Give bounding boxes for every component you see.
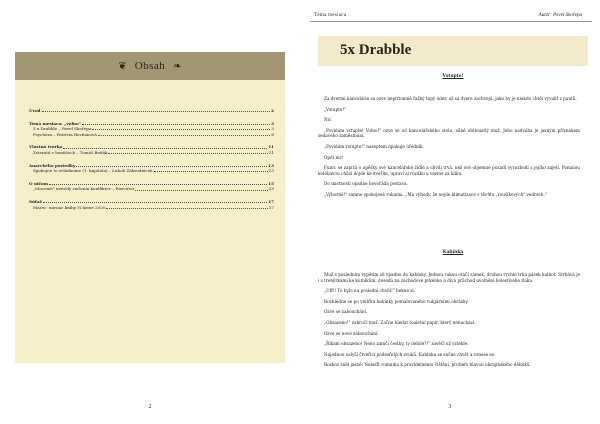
toc-entry-title: Súťaž (29, 198, 42, 204)
toc-entry-page: 11 (268, 144, 274, 150)
toc-leader-dots (98, 135, 271, 136)
paragraph: „Vstupte!" (324, 106, 346, 112)
toc-spacer (29, 156, 274, 163)
toc-entry-title: Vlastná tvorba (29, 144, 63, 150)
toc-article-entry[interactable] (29, 205, 274, 211)
toc-entry-title: Úvod (29, 108, 41, 113)
page-number-left: 2 (148, 404, 152, 410)
toc-entry-title: Marec- mesiac knihy či hiene 2020 (33, 204, 106, 210)
toc-entry-title: 5 x Drabble – Pavel Skořepa (33, 126, 92, 132)
page-number-right: 3 (448, 404, 452, 410)
running-header-section: Téma mesiaca (314, 13, 347, 18)
paragraph: „Výborně!" zamne spokojeně rukama. „Má výhody, že nejde klimatizace v těchto „roušíkových" vedrech." (324, 191, 547, 197)
toc-leader-dots (108, 153, 267, 154)
toc-entry-page: 6 (271, 131, 274, 137)
paragraph: „Obsazeno!" zabručí muž. Začne hledat toaletní papír, který nenachází. (324, 319, 476, 325)
toc-leader-dots (76, 166, 267, 167)
paragraph: Rozhlédne se po vnitřku kabínky pomalovaného vulgárními obrázky. (324, 298, 469, 304)
toc-entry-title: O ničom (29, 180, 49, 186)
running-header-author: Autor: Pavel Skořepa (538, 13, 582, 18)
toc-header (15, 52, 285, 80)
paragraph: Ozve se nové zabouchání. (324, 330, 379, 336)
toc-entry-page: 13 (268, 168, 274, 174)
header-divider (310, 21, 592, 22)
toc-leader-dots (49, 184, 267, 185)
toc-entry-page: 15 (268, 186, 274, 192)
toc-entry-title: Zvieratá v hanúšoch – Tomáš Beňák (33, 149, 108, 155)
right-page (300, 0, 600, 424)
paragraph: „Povídám vstupte!" naseptem opakuje úředník. (324, 143, 424, 149)
ornament-right-icon: ❧ (173, 60, 182, 72)
paragraph: „Povídám vstupte! Volno!" ozve se od kancelářského stolu, silně obtloustlý muž. Jeho nadváha je jasným příznakem sedavého zaměstnání. (318, 127, 580, 139)
toc-entry-title: Spokojne to zvládneme (1. kapitola) – Lubob Zábrodnícek (33, 168, 153, 174)
paragraph: Nic. (324, 117, 333, 123)
toc-spacer (29, 174, 274, 181)
article-title: 5x Drabble (340, 42, 412, 58)
toc-entry-title: Psychóza – Patrícia Rovňanová (33, 131, 97, 137)
toc-entry-title: Anarckého poviedky (29, 162, 76, 168)
toc-leader-dots (63, 148, 267, 149)
article-title-box (318, 36, 588, 66)
toc-entry-page: 11 (268, 149, 274, 155)
section-body-kabinka (318, 272, 580, 373)
toc-leader-dots (135, 190, 267, 191)
toc-entry-page: 3 (271, 120, 274, 126)
paragraph: Za dvermi kancelárie sa ozve neprítomné ťažký tupý úder, až sa dvere zachvejú, jako by je niekdo chtěl vyvaliť z pantů. (324, 96, 577, 101)
paragraph: Muž s posledním vypětím sil vpadne do kabínky. Jednou rukou otáčí zámek, druhou rychle trhá pásek kalhot. Strhává je i s trenýrkami ke kotníkům, dosedá na záchodové prkénko a dívá průchod uvolnění bolestivého tlaku. (318, 272, 580, 283)
section-title-kabinka: Kabínka (442, 250, 464, 255)
paragraph: Najednou uslyší čtveřicí podezřelých zvuků. Kabínka se začne chvět a vznese se. (324, 351, 496, 357)
toc-entry-page: 13 (268, 162, 274, 168)
toc-entry-title: „Mocemé" metódy riešenia konfliktov – Executor (33, 186, 135, 192)
paragraph: Funíc se zapírá o opěrky své kancelářské židle a chvíli trvá, než své objemné pozadí vyvozbodí z jejího zajetí. Pomalou kolébavou chůzí dojde ke dveřím, upraví si rozdku a vezme za kliku. (318, 165, 580, 176)
paragraph: Do místnosti opadne hovořádá postava. (324, 181, 408, 187)
toc-list (29, 108, 274, 210)
toc-spacer (29, 137, 274, 144)
toc-spacer (29, 114, 274, 121)
section-title-vstupte: Vstupte! (442, 74, 464, 79)
toc-entry-page: 17 (268, 198, 274, 204)
toc-entry-page: 15 (268, 180, 274, 186)
toc-box (15, 52, 285, 363)
toc-leader-dots (82, 124, 270, 125)
paragraph: „Uff!! To bylo na poslední chvíli!" hekne si. (324, 288, 416, 294)
paragraph: Roskoz zněl jasně: Nelezťt roinniku k pravidelnému čištění, protlefo hlavou ukrajinského dělníků. (324, 362, 531, 368)
toc-title: Obsah (134, 60, 166, 72)
toc-entry-page: 3 (271, 126, 274, 132)
section-body-vstupte (318, 96, 580, 203)
ornament-left-icon: ❦ (118, 60, 127, 72)
toc-leader-dots (42, 111, 271, 112)
toc-entry-title: Téma mesiaca: „voľno" (29, 120, 81, 126)
paragraph: Opět nic! (324, 154, 344, 160)
toc-leader-dots (154, 171, 268, 172)
paragraph: Ozve se zabouchání. (324, 309, 368, 315)
toc-spacer (29, 192, 274, 199)
toc-entry-page: 2 (271, 108, 274, 113)
toc-entry-page: 17 (268, 204, 274, 210)
toc-leader-dots (43, 202, 267, 203)
toc-leader-dots (92, 129, 270, 130)
paragraph: „Říkám obsazeno! Neno zamčí čestky, ty debile?!" zavěčí už vztekle. (324, 341, 469, 347)
toc-leader-dots (106, 208, 267, 209)
